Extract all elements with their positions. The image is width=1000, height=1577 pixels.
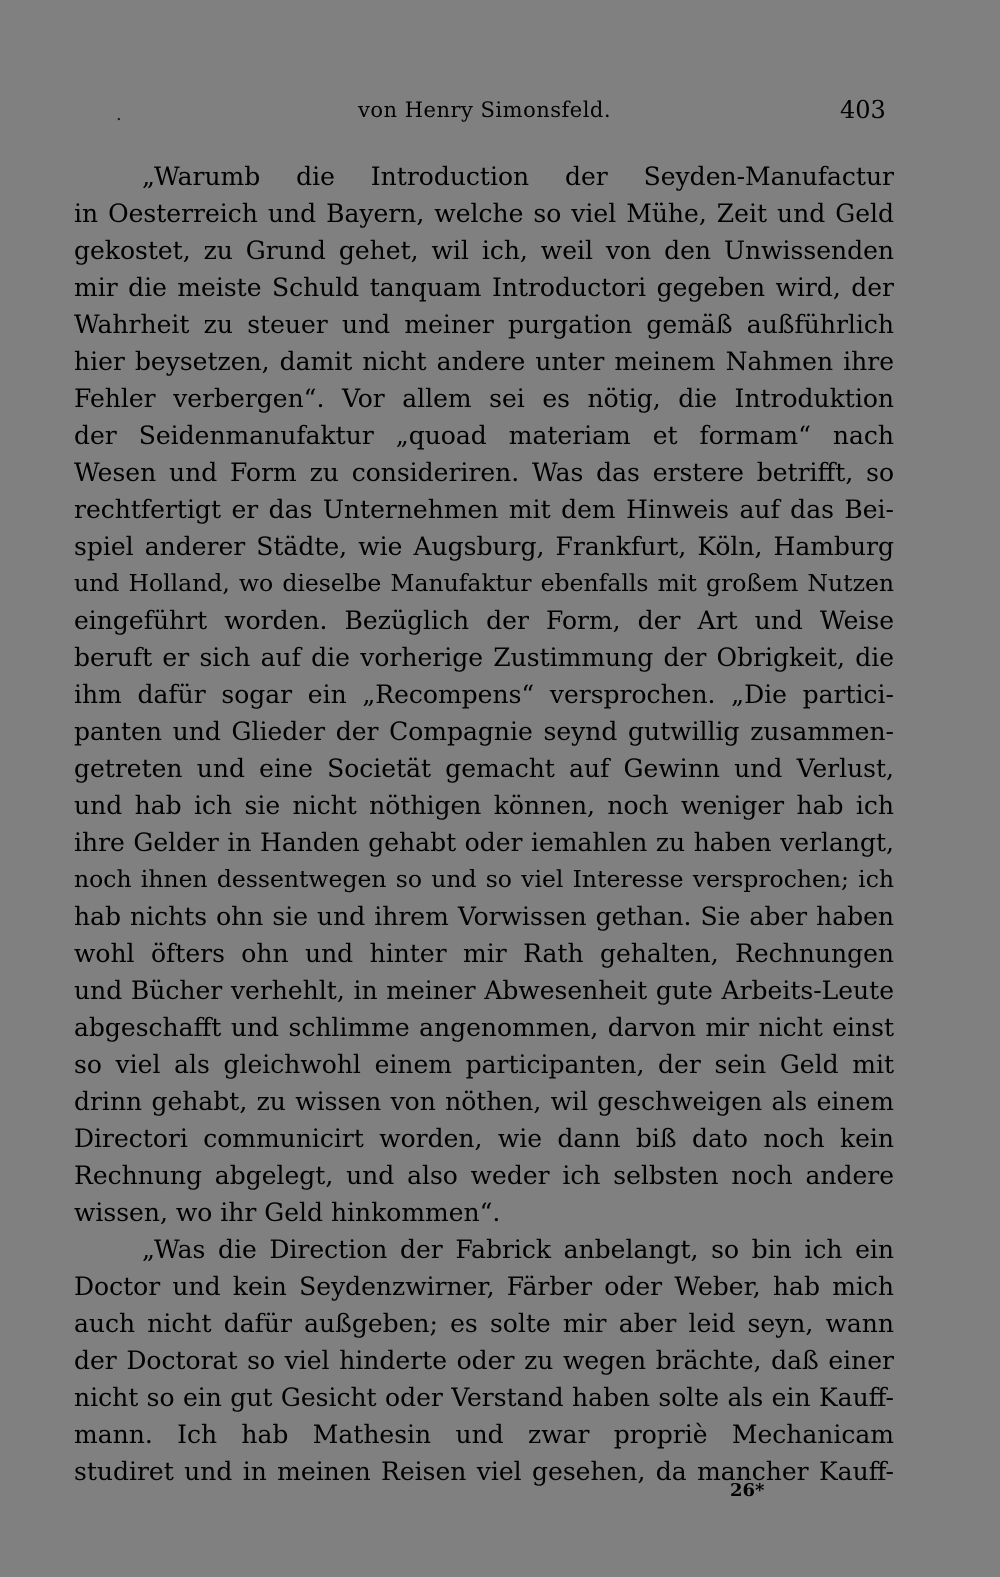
text-line: der Doctorat so viel hinderte oder zu wegen brächte, daß einer: [74, 1346, 894, 1375]
text-line: mir die meiste Schuld tanquam Introductori gegeben wird, der: [74, 273, 894, 302]
text-line: eingeführt worden. Bezüglich der Form, der Art und Weise: [74, 606, 894, 635]
text-line: so viel als gleichwohl einem participanten, der sein Geld mit: [74, 1050, 894, 1079]
text-line: ihm dafür sogar ein „Recompens“ versprochen. „Die partici-: [74, 680, 894, 709]
text-line: in Oesterreich und Bayern, welche so viel Mühe, Zeit und Geld: [74, 199, 894, 228]
text-line: Directori communicirt worden, wie dann biß dato noch kein: [74, 1124, 894, 1153]
text-line: Wesen und Form zu consideriren. Was das erstere betrifft, so: [74, 458, 894, 487]
text-line: rechtfertigt er das Unternehmen mit dem Hinweis auf das Bei-: [74, 495, 894, 524]
text-line: beruft er sich auf die vorherige Zustimmung der Obrigkeit, die: [74, 643, 894, 672]
text-line: Fehler verbergen“. Vor allem sei es nötig, die Introduktion: [74, 384, 894, 413]
text-line: Rechnung abgelegt, und also weder ich selbsten noch andere: [74, 1161, 894, 1190]
text-line: hier beysetzen, damit nicht andere unter meinem Nahmen ihre: [74, 347, 894, 376]
text-line: studiret und in meinen Reisen viel gesehen, da mancher Kauff-: [74, 1457, 894, 1486]
signature-mark: 26*: [730, 1480, 765, 1501]
text-line: abgeschafft und schlimme angenommen, darvon mir nicht einst: [74, 1013, 894, 1042]
text-line: und Bücher verhehlt, in meiner Abwesenheit gute Arbeits-Leute: [74, 976, 894, 1005]
running-head: von Henry Simonsfeld.: [358, 98, 612, 122]
text-line: getreten und eine Societät gemacht auf Gewinn und Verlust,: [74, 754, 894, 783]
text-line: gekostet, zu Grund gehet, wil ich, weil von den Unwissenden: [74, 236, 894, 265]
page-number: 403: [840, 96, 886, 124]
text-line: „Warumb die Introduction der Seyden-Manufactur: [142, 162, 894, 191]
text-line: auch nicht dafür außgeben; es solte mir aber leid seyn, wann: [74, 1309, 894, 1338]
text-line: noch ihnen dessentwegen so und so viel Interesse versprochen; ich: [74, 865, 894, 893]
text-line: und hab ich sie nicht nöthigen können, noch weniger hab ich: [74, 791, 894, 820]
text-line: „Was die Direction der Fabrick anbelangt, so bin ich ein: [142, 1235, 894, 1264]
text-line: und Holland, wo dieselbe Manufaktur ebenfalls mit großem Nutzen: [74, 569, 894, 597]
text-line: Doctor und kein Seydenzwirner, Färber oder Weber, hab mich: [74, 1272, 894, 1301]
text-line: panten und Glieder der Compagnie seynd gutwillig zusammen-: [74, 717, 894, 746]
text-line: wissen, wo ihr Geld hinkommen“.: [74, 1198, 501, 1227]
text-line: nicht so ein gut Gesicht oder Verstand haben solte als ein Kauff-: [74, 1383, 894, 1412]
text-line: wohl öfters ohn und hinter mir Rath gehalten, Rechnungen: [74, 939, 894, 968]
text-line: der Seidenmanufaktur „quoad materiam et formam“ nach: [74, 421, 894, 450]
body-text: [74, 158, 894, 1490]
text-line: mann. Ich hab Mathesin und zwar propriè Mechanicam: [74, 1420, 894, 1449]
text-line: drinn gehabt, zu wissen von nöthen, wil geschweigen als einem: [74, 1087, 894, 1116]
text-line: Wahrheit zu steuer und meiner purgation gemäß außführlich: [74, 310, 894, 339]
text-line: hab nichts ohn sie und ihrem Vorwissen gethan. Sie aber haben: [74, 902, 894, 931]
header-dot: .: [116, 104, 122, 125]
text-line: spiel anderer Städte, wie Augsburg, Frankfurt, Köln, Hamburg: [74, 532, 894, 561]
text-line: ihre Gelder in Handen gehabt oder iemahlen zu haben verlangt,: [74, 828, 894, 857]
